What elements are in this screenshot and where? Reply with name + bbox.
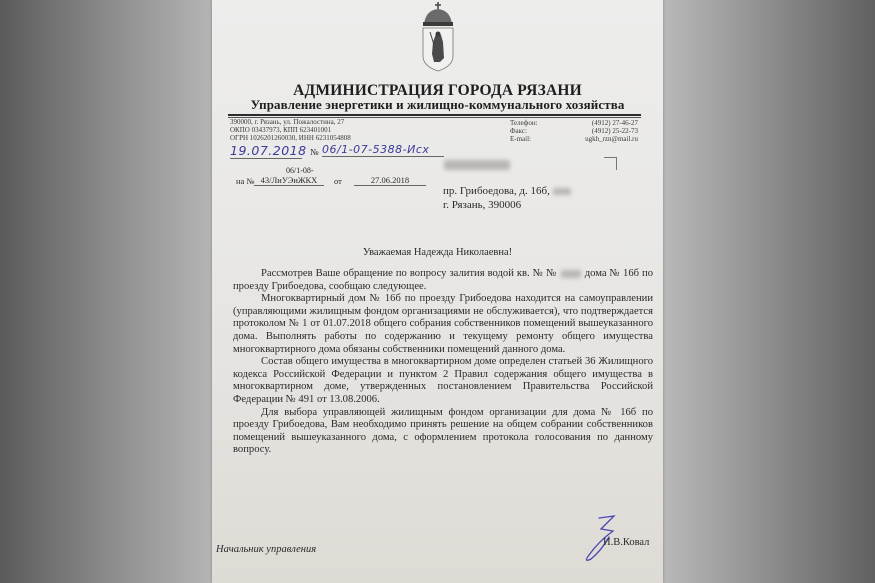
contact-label: E-mail: bbox=[510, 135, 531, 143]
greeting: Уважаемая Надежда Николаевна! bbox=[362, 247, 513, 258]
requisite-address: 390000, г. Рязань, ул. Пожалостина, 27 bbox=[230, 118, 345, 126]
contacts-block bbox=[510, 119, 638, 143]
address-corner-mark bbox=[604, 157, 617, 170]
contact-fax bbox=[510, 127, 638, 135]
recipient-address bbox=[443, 184, 571, 212]
letter-page bbox=[212, 0, 663, 583]
paragraph-text: дома № 16б по проезду Грибоедова, сообщаю следующее. bbox=[233, 268, 653, 292]
contact-label: Факс: bbox=[510, 127, 527, 135]
address-line-2: г. Рязань, 390006 bbox=[443, 199, 522, 211]
signatory-position: Начальник управления bbox=[216, 544, 317, 555]
reference-date: 27.06.2018 bbox=[354, 175, 426, 186]
coat-of-arms-emblem bbox=[410, 2, 466, 74]
contact-value: (4912) 25-22-73 bbox=[591, 127, 638, 135]
address-line-1 bbox=[443, 184, 571, 198]
outgoing-number: 06/1-07-5388-Исх bbox=[322, 143, 444, 157]
reference-number-top: 06/1-08- bbox=[286, 166, 314, 175]
reference-prefix: на № bbox=[236, 176, 255, 186]
recipient-name-redacted bbox=[444, 160, 510, 170]
requisite-okpo: ОКПО 03437973, КПП 623401001 bbox=[230, 126, 332, 134]
paragraph: Состав общего имущества в многоквартирном доме определен статьей 36 Жилищного кодекса Российской Федерации и пунктом 2 Правил содержания общего имущества в многоквартирном доме, утвержденных постановлением Правительства Российской Федерации № 491 от 13.08.2006. bbox=[233, 356, 653, 405]
paragraph: Многоквартирный дом № 16б по проезду Грибоедова находится на самоуправлении (управляющими жилищным фондом организациями не обслуживается), что подтверждается протоколом № 1 от 01.07.2018 общего собрания собственников помещений вышеуказанного дома. Выполнять работы по содержанию и текущему ремонту общего имущества многоквартирного дома обязаны собственники помещений данного дома. bbox=[233, 293, 653, 355]
header-rule bbox=[228, 114, 641, 116]
requisite-ogrn: ОГРН 1026201260030, ИНН 6231054808 bbox=[230, 134, 351, 142]
contact-label: Телефон: bbox=[510, 119, 538, 127]
number-sign: № bbox=[310, 147, 319, 157]
reference-from-label: от bbox=[334, 176, 342, 186]
paragraph: Для выбора управляющей жилищным фондом организации для дома № 16б по проезду Грибоедова, Вам необходимо принять решение на общем собрании собственников помещений вышеуказанного дома, с оформлением протокола голосования по данному вопросу. bbox=[233, 406, 653, 456]
department-title: Управление энергетики и жилищно-коммунального хозяйства bbox=[250, 97, 625, 112]
paragraph bbox=[233, 268, 653, 293]
organization-title: АДМИНИСТРАЦИЯ ГОРОДА РЯЗАНИ bbox=[293, 82, 582, 99]
apartment-redacted bbox=[553, 188, 571, 195]
requisites-block bbox=[230, 118, 351, 142]
contact-value: (4912) 27-46-27 bbox=[591, 119, 638, 127]
letter-body bbox=[233, 268, 653, 457]
apartment-number-redacted bbox=[561, 270, 581, 278]
contact-phone bbox=[510, 119, 638, 127]
contact-value: ugkh_rzn@mail.ru bbox=[585, 135, 638, 143]
outgoing-date: 19.07.2018 bbox=[230, 143, 307, 158]
signatory-name: И.В.Ковал bbox=[603, 537, 650, 548]
paragraph-text: Рассмотрев Ваше обращение по вопросу залития водой кв. № № bbox=[261, 268, 557, 279]
address-street: пр. Грибоедова, д. 16б, bbox=[443, 185, 550, 197]
contact-email bbox=[510, 135, 638, 143]
reference-number: 43/ЛиУЭиЖКХ bbox=[254, 175, 324, 186]
